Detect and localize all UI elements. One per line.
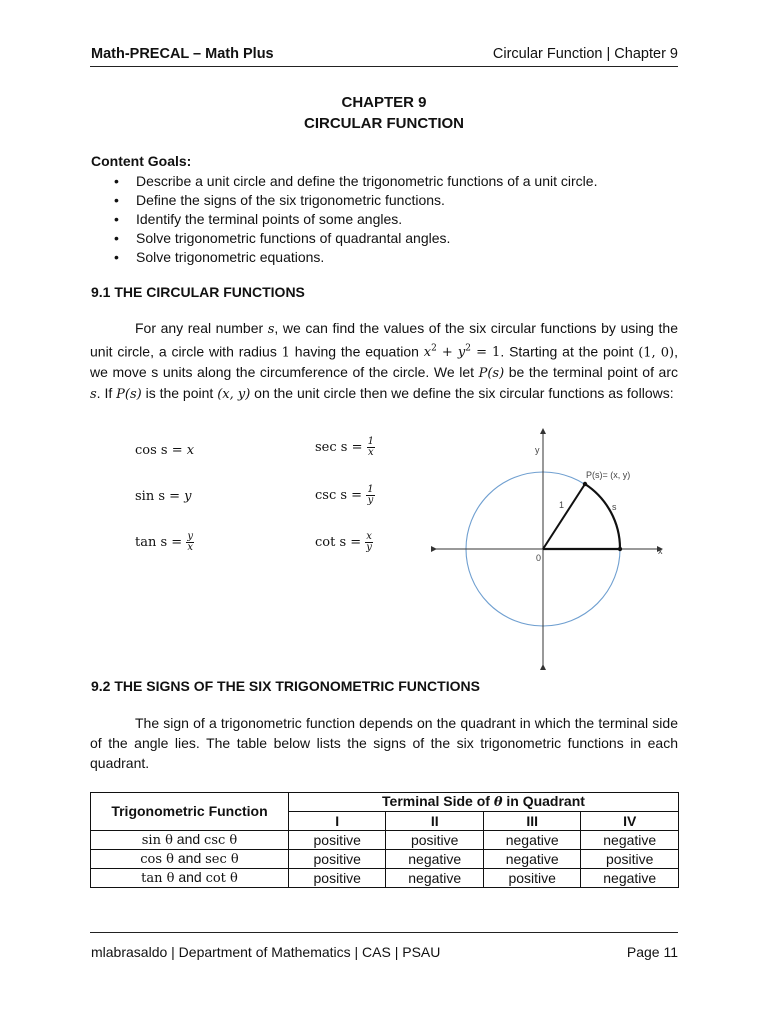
math-one: 1 [281,345,290,361]
goal-item: • Describe a unit circle and define the trigonometric functions of a unit circle. [108,172,597,191]
formula-cos: cos s = x [135,443,195,458]
sign-cell: negative [581,831,679,850]
formula-sec: sec s = $\frac{1}{x}$ [315,436,374,458]
sign-cell: positive [289,869,386,888]
signs-paragraph: The sign of a trigonometric function depends on the quadrant in which the terminal side of the angle lies. The table below lists the signs of the six trigonometric functions in each quadrant. [90,715,678,771]
footer-author: mlabrasaldo | Department of Mathematics | CAS | PSAU [91,944,441,960]
goal-item: • Identify the terminal points of some angles. [108,210,597,229]
unit-circle-diagram [420,425,678,670]
sign-cell: positive [386,831,483,850]
math-P-of-s: P(s) [116,386,142,402]
table-row [91,850,679,869]
math-s: s [267,322,275,337]
footer-divider [90,932,678,933]
formula-csc: csc s = $\frac{1}{y}$ [315,484,374,506]
terminal-point [583,482,587,486]
math-xy: (x, y) [217,386,251,402]
text-run: . If [96,384,117,401]
text-run: is the point [141,384,218,401]
point-label: P(s)= (x, y) [586,470,631,480]
math-P-of-s: P(s) [478,365,505,381]
content-goals-list [108,172,597,267]
quadrant-header: III [483,812,580,831]
formula-tan: tan s = $\frac{y}{x}$ [135,531,193,553]
arc-label: s [612,502,617,512]
text-run: having the equation [289,343,424,360]
y-axis-label: y [535,445,540,455]
section-heading-circular-functions: 9.1 THE CIRCULAR FUNCTIONS [91,284,305,300]
start-point [618,547,622,551]
goal-item: • Define the signs of the six trigonometric functions. [108,191,597,210]
sign-cell: positive [581,850,679,869]
sign-cell: negative [483,850,580,869]
sign-cell: negative [581,869,679,888]
text-run: on the unit circle then we define the six circular functions as follows: [250,384,674,401]
header-divider [90,66,678,67]
sign-cell: positive [289,850,386,869]
table-header-function: Trigonometric Function [91,793,289,831]
sign-cell: positive [289,831,386,850]
circular-functions-paragraph [90,319,678,405]
text-run: For any real number [135,320,268,336]
page-number: Page 11 [626,944,678,960]
sign-cell: positive [483,869,580,888]
header-chapter-label: Circular Function | Chapter 9 [492,46,678,62]
header-course-title: Math-PRECAL – Math Plus [91,46,274,62]
arc-s [585,484,620,549]
signs-table [90,792,679,888]
formula-sin: sin s = y [135,489,192,504]
quadrant-header: II [386,812,483,831]
sign-cell: negative [483,831,580,850]
x-axis-label: x [658,546,663,556]
sign-cell: negative [386,850,483,869]
table-row [91,869,679,888]
table-header-quadrant: Terminal Side of θ in Quadrant [289,793,679,812]
quadrant-header: I [289,812,386,831]
goal-item: • Solve trigonometric equations. [108,248,597,267]
math-start-point: (1, 0) [638,345,675,361]
quadrant-header: IV [581,812,679,831]
text-run: , we move s units along the circumference of the circle. We let [90,343,678,380]
function-cell: cos θ and sec θ [91,850,289,869]
text-run: be the terminal point of arc [504,363,678,380]
sign-cell: negative [386,869,483,888]
text-run: , we can find the values of the six circular functions by using the unit circle, a circle with radius [90,320,678,360]
origin-label: 0 [536,553,542,563]
radius-label: 1 [559,500,565,510]
chapter-title: CIRCULAR FUNCTION [304,115,464,132]
formula-cot: cot s = $\frac{x}{y}$ [315,531,372,553]
math-equation: $x^2 + y^2 = 1$ [423,343,501,361]
function-cell: sin θ and csc θ [91,831,289,850]
goal-item: • Solve trigonometric functions of quadrantal angles. [108,229,597,248]
chapter-number: CHAPTER 9 [341,94,427,111]
content-goals-title: Content Goals: [91,153,192,169]
function-cell: tan θ and cot θ [91,869,289,888]
table-row [91,831,679,850]
section-heading-signs: 9.2 THE SIGNS OF THE SIX TRIGONOMETRIC FUNCTIONS [91,678,480,694]
text-run: . Starting at the point [500,343,639,360]
math-s: s [90,386,97,402]
radius-to-point [543,484,585,549]
